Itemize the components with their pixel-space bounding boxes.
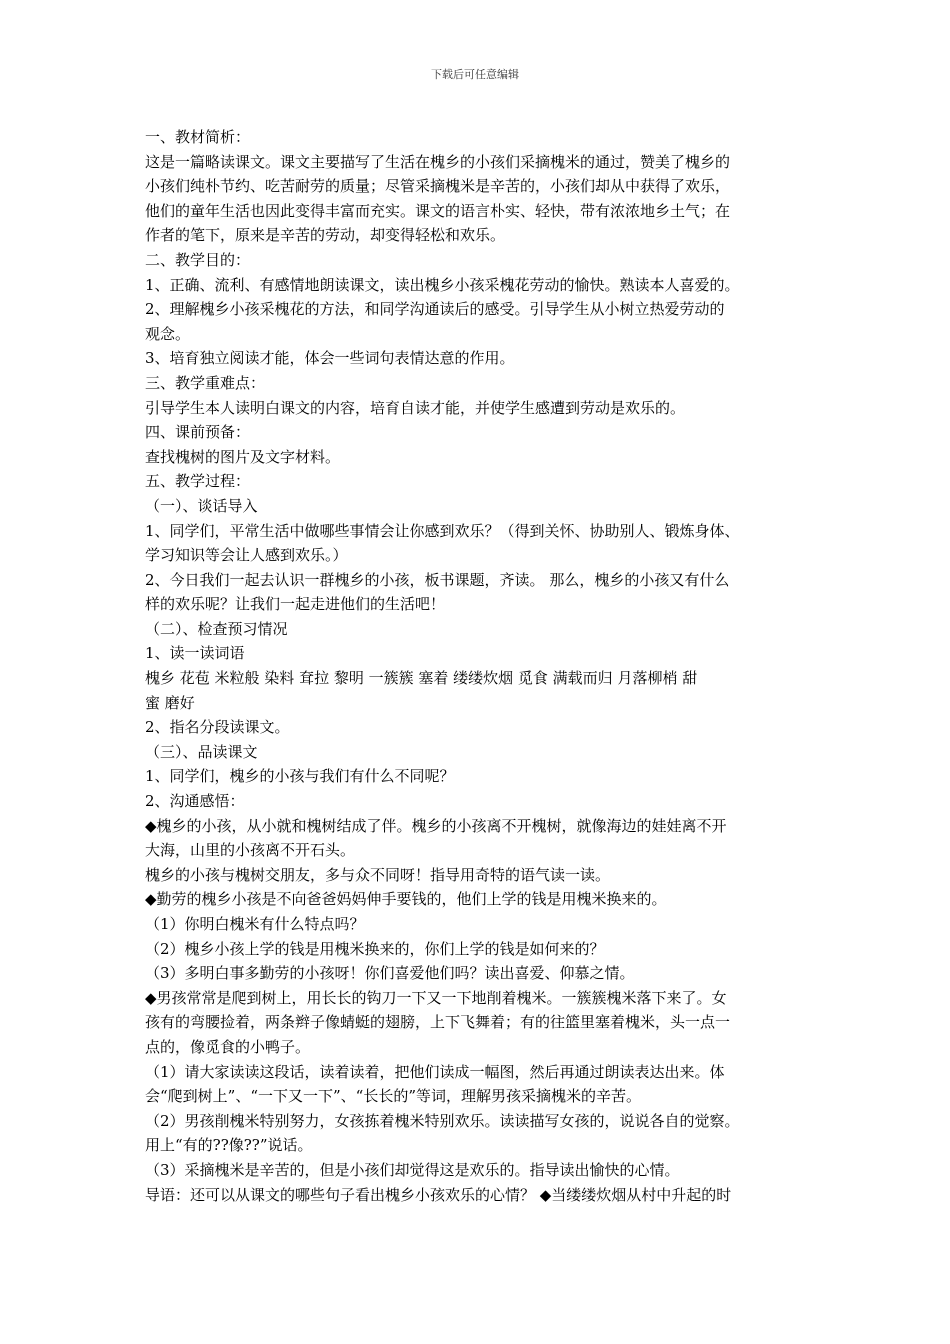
text-line: （2）槐乡小孩上学的钱是用槐米换来的，你们上学的钱是如何来的？ bbox=[145, 939, 605, 958]
text-line: 槐乡 花苞 米粒般 染料 耷拉 黎明 一簇簇 塞着 缕缕炊烟 觅食 满载而归 月落柳梢 甜 bbox=[145, 669, 698, 688]
text-line: 孩有的弯腰捡着，两条辫子像蜻蜓的翅膀，上下飞舞着；有的往篮里塞着槐米，头一点一 bbox=[145, 1013, 731, 1032]
text-line: 小孩们纯朴节约、吃苦耐劳的质量；尽管采摘槐米是辛苦的，小孩们却从中获得了欢乐， bbox=[145, 177, 731, 196]
text-line: 样的欢乐呢？让我们一起走进他们的生活吧！ bbox=[145, 595, 446, 614]
text-line: （3）采摘槐米是辛苦的，但是小孩们却觉得这是欢乐的。指导读出愉快的心情。 bbox=[145, 1160, 680, 1179]
text-line: 学习知识等会让人感到欢乐。） bbox=[145, 546, 348, 565]
text-line: （二）、检查预习情况 bbox=[145, 619, 288, 638]
text-line: （一）、谈话导入 bbox=[145, 496, 258, 515]
text-line: 查找槐树的图片及文字材料。 bbox=[145, 447, 341, 466]
text-line: 3、培育独立阅读才能，体会一些词句表情达意的作用。 bbox=[145, 349, 515, 368]
text-line: 二、教学目的： bbox=[145, 250, 251, 269]
text-line: （三）、品读课文 bbox=[145, 742, 258, 761]
text-line: 1、正确、流利、有感情地朗读课文，读出槐乡小孩采槐花劳动的愉快。熟读本人喜爱的。 bbox=[145, 275, 740, 294]
text-line: 蜜 磨好 bbox=[145, 693, 195, 712]
text-line: 点的，像觅食的小鸭子。 bbox=[145, 1037, 311, 1056]
text-line: （1）你明白槐米有什么特点吗？ bbox=[145, 915, 365, 933]
text-line: （1）请大家读读这段话，读着读着，把他们读成一幅图，然后再通过朗读表达出来。体 bbox=[145, 1062, 725, 1081]
text-line: 这是一篇略读课文。课文主要描写了生活在槐乡的小孩们采摘槐米的通过，赞美了槐乡的 bbox=[145, 152, 731, 171]
text-line: 他们的童年生活也因此变得丰富而充实。课文的语言朴实、轻快，带有浓浓地乡土气；在 bbox=[145, 201, 731, 220]
text-line: 三、教学重难点： bbox=[145, 373, 266, 392]
text-line: 观念。 bbox=[145, 324, 191, 343]
text-line: 用上“有的??像??”说话。 bbox=[145, 1136, 313, 1155]
text-line: ◆勤劳的槐乡小孩是不向爸爸妈妈伸手要钱的，他们上学的钱是用槐米换来的。 bbox=[145, 890, 667, 909]
text-line: 1、读一读词语 bbox=[145, 644, 245, 663]
text-line: 2、今日我们一起去认识一群槐乡的小孩，板书课题，齐读。 那么，槐乡的小孩又有什么 bbox=[145, 570, 730, 589]
page-header: 下载后可任意编辑 bbox=[431, 68, 519, 81]
text-line: （3）多明白事多勤劳的小孩呀！你们喜爱他们吗？读出喜爱、仰慕之情。 bbox=[145, 964, 635, 983]
text-line: （2）男孩削槐米特别努力，女孩拣着槐米特别欢乐。读读描写女孩的，说说各自的觉察。 bbox=[145, 1111, 740, 1130]
text-line: 导语：还可以从课文的哪些句子看出槐乡小孩欢乐的心情？ ◆当缕缕炊烟从村中升起的时 bbox=[145, 1185, 732, 1204]
text-line: 1、同学们，平常生活中做哪些事情会让你感到欢乐？（得到关怀、协助别人、锻炼身体、 bbox=[145, 521, 740, 540]
text-line: 2、沟通感悟： bbox=[145, 792, 245, 811]
text-line: 作者的笔下，原来是辛苦的劳动，却变得轻松和欢乐。 bbox=[145, 226, 506, 245]
text-line: 五、教学过程： bbox=[145, 472, 251, 491]
text-line: 2、指名分段读课文。 bbox=[145, 718, 290, 737]
text-line: 一、教材简析： bbox=[145, 128, 251, 146]
text-line: 槐乡的小孩与槐树交朋友，多与众不同呀！指导用奇特的语气读一读。 bbox=[145, 865, 611, 884]
text-line: ◆槐乡的小孩，从小就和槐树结成了伴。槐乡的小孩离不开槐树，就像海边的娃娃离不开 bbox=[145, 816, 727, 835]
text-line: 大海，山里的小孩离不开石头。 bbox=[145, 841, 356, 860]
text-line: 会“爬到树上”、“一下又一下”、“长长的”等词，理解男孩采摘槐米的辛苦。 bbox=[145, 1087, 642, 1106]
text-line: 2、理解槐乡小孩采槐花的方法，和同学沟通读后的感受。引导学生从小树立热爱劳动的 bbox=[145, 300, 725, 319]
text-line: 四、课前预备： bbox=[145, 423, 251, 442]
text-line: ◆男孩常常是爬到树上，用长长的钩刀一下又一下地削着槐米。一簇簇槐米落下来了。女 bbox=[145, 988, 727, 1007]
document-body bbox=[145, 125, 810, 1207]
text-line: 1、同学们，槐乡的小孩与我们有什么不同呢？ bbox=[145, 767, 455, 786]
text-line: 引导学生本人读明白课文的内容，培育自读才能，并使学生感遭到劳动是欢乐的。 bbox=[145, 398, 686, 417]
